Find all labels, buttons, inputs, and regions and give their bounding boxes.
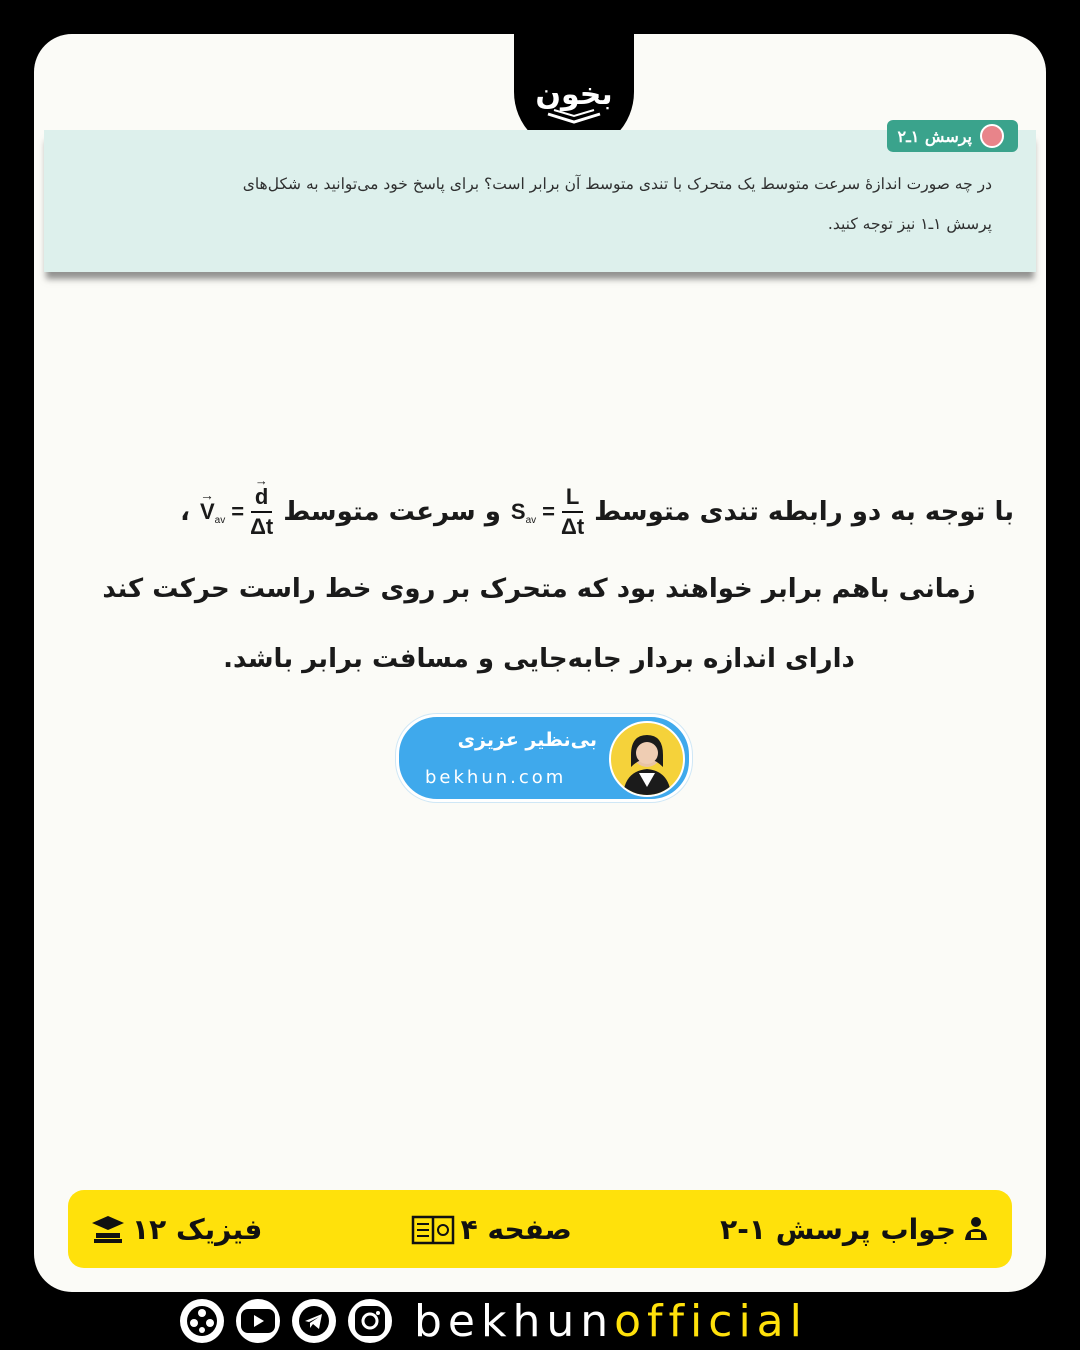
teacher-site: bekhun.com — [425, 767, 567, 788]
graduation-cap-icon — [90, 1213, 126, 1245]
bullet-icon — [980, 124, 1004, 148]
book-icon — [411, 1213, 455, 1245]
logo-icon — [526, 48, 622, 138]
comma: ، — [180, 497, 190, 527]
vector-arrow-icon: → — [254, 473, 268, 488]
equals-sign: = — [231, 499, 245, 524]
answer-line-1-text-b: و سرعت متوسط — [283, 497, 501, 527]
brand-handle-part2: official — [614, 1295, 808, 1347]
footer-bar — [68, 1190, 1012, 1268]
aparat-link[interactable] — [180, 1299, 224, 1343]
brand-handle-part1: bekhun — [414, 1295, 615, 1347]
question-line-1: در چه صورت اندازهٔ سرعت متوسط یک متحرک با تندی متوسط آن برابر است؟ برای پاسخ خود می‌توانید به شکل‌های — [242, 175, 992, 193]
teacher-avatar-icon — [611, 723, 683, 795]
telegram-icon — [297, 1304, 331, 1338]
velocity-denominator: Δt — [250, 514, 274, 539]
velocity-symbol: → $V_{av}$ — [199, 486, 226, 526]
question-box — [44, 126, 1036, 272]
social-bar — [180, 1294, 940, 1348]
footer-subject — [90, 1213, 262, 1246]
answer-line-3: دارای اندازه بردار جابه‌جایی و مسافت برابر باشد. — [223, 644, 855, 674]
telegram-link[interactable] — [292, 1299, 336, 1343]
footer-page-label: صفحه ۴ — [460, 1212, 572, 1246]
footer-question-label: جواب پرسش ۱-۲ — [720, 1212, 956, 1246]
instagram-link[interactable] — [348, 1299, 392, 1343]
teacher-name: بی‌نظیر عزیزی — [457, 729, 597, 751]
equals-sign: = — [542, 499, 556, 524]
speed-formula — [511, 486, 584, 538]
teacher-icon — [962, 1215, 990, 1243]
instagram-icon — [353, 1304, 387, 1338]
avatar — [609, 721, 685, 797]
velocity-formula — [199, 473, 274, 539]
vector-arrow-icon: → — [199, 486, 214, 503]
question-line-2: پرسش ۱ـ۱ نیز توجه کنید. — [827, 215, 992, 233]
aparat-icon — [185, 1304, 219, 1338]
speed-symbol: $S_{av}$ — [510, 498, 537, 526]
speed-numerator: L — [562, 486, 583, 513]
speed-fraction — [561, 486, 584, 538]
brand-handle[interactable] — [414, 1296, 808, 1347]
answer-line-1 — [64, 473, 1034, 539]
footer-page — [411, 1213, 572, 1246]
answer-line-1-text-a: با توجه به دو رابطه تندی متوسط — [594, 497, 1014, 527]
footer-question — [720, 1213, 990, 1246]
speed-denominator: Δt — [561, 514, 585, 539]
footer-subject-label: فیزیک ۱۲ — [132, 1212, 263, 1246]
velocity-fraction — [250, 473, 274, 539]
teacher-badge[interactable] — [396, 714, 692, 802]
question-tag — [887, 120, 1018, 152]
question-text — [64, 164, 992, 244]
youtube-link[interactable] — [236, 1299, 280, 1343]
answer-line-2: زمانی باهم برابر خواهند بود که متحرک بر روی خط راست حرکت کند — [102, 574, 976, 604]
velocity-numerator: → d — [251, 486, 272, 513]
youtube-icon — [241, 1309, 275, 1333]
question-tag-label: پرسش ۱ـ۲ — [897, 126, 972, 146]
logo-text: بخون — [535, 77, 613, 112]
